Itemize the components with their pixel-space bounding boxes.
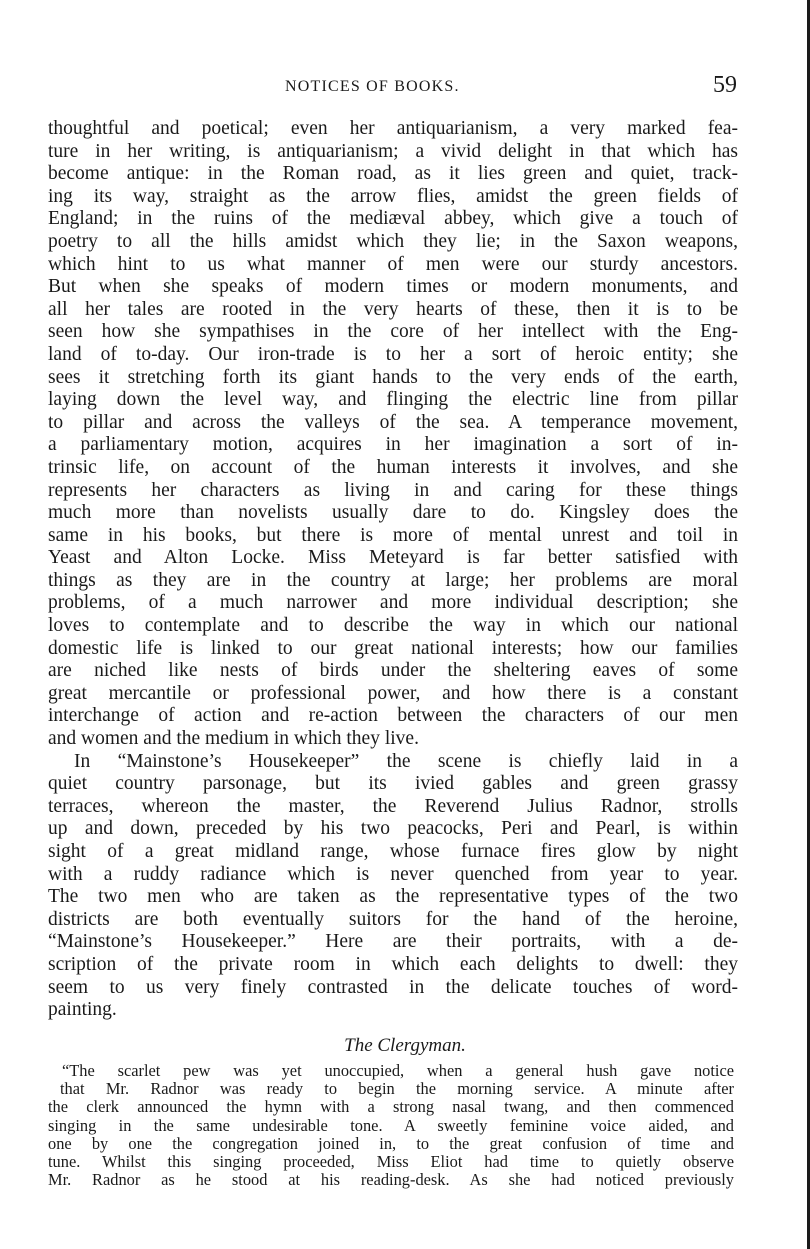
text-line: But when she speaks of modern times or modern monuments, and	[48, 276, 738, 298]
text-line: same in his books, but there is more of mental unrest and toil in	[48, 524, 738, 546]
running-head: NOTICES OF BOOKS.	[285, 78, 460, 95]
text-line: England; in the ruins of the mediæval abbey, which give a touch of	[48, 208, 738, 230]
text-line: seen how she sympathises in the core of her intellect with the Eng-	[48, 321, 738, 343]
text-line: terraces, whereon the master, the Reverend Julius Radnor, strolls	[48, 795, 738, 817]
text-line: scription of the private room in which each delights to dwell: they	[48, 953, 738, 975]
quote-line: singing in the same undesirable tone. A sweetly feminine voice aided, and	[48, 1115, 734, 1135]
body-text	[48, 118, 738, 1022]
text-line: up and down, preceded by his two peacocks, Peri and Pearl, is within	[48, 818, 738, 840]
text-line: loves to contemplate and to describe the way in which our national	[48, 615, 738, 637]
quote-line: “The scarlet pew was yet unoccupied, when a general hush gave notice	[62, 1061, 734, 1080]
text-line: a parliamentary motion, acquires in her imagination a sort of in-	[48, 434, 738, 456]
text-line: land of to-day. Our iron-trade is to her a sort of heroic entity; she	[48, 343, 738, 365]
quote-line: one by one the congregation joined in, to the great confusion of time and	[48, 1133, 734, 1153]
quote-line: tune. Whilst this singing proceeded, Miss Eliot had time to quietly observe	[48, 1151, 734, 1171]
text-line: and women and the medium in which they live.	[48, 728, 419, 750]
text-line: The two men who are taken as the representative types of the two	[48, 886, 738, 908]
section-heading: The Clergyman.	[344, 1035, 466, 1056]
text-line: sight of a great midland range, whose furnace fires glow by night	[48, 841, 738, 862]
text-line: seem to us very finely contrasted in the delicate touches of word-	[48, 976, 738, 998]
text-line: Yeast and Alton Locke. Miss Meteyard is far better satisfied with	[48, 547, 738, 569]
text-line: domestic life is linked to our great national interests; how our families	[48, 637, 738, 659]
text-line: trinsic life, on account of the human interests it involves, and she	[48, 456, 738, 478]
text-line: all her tales are rooted in the very hearts of these, then it is to be	[48, 298, 738, 320]
text-line: problems, of a much narrower and more individual description; she	[48, 592, 738, 614]
quote-line: that Mr. Radnor was ready to begin the morning service. A minute after	[60, 1079, 734, 1099]
text-line: become antique: in the Roman road, as it lies green and quiet, track-	[48, 163, 738, 185]
text-line: sees it stretching forth its giant hands to the very ends of the earth,	[48, 366, 738, 388]
text-line: are niched like nests of birds under the sheltering eaves of some	[48, 660, 738, 682]
text-line: which hint to us what manner of men were our sturdy ancestors.	[48, 253, 738, 275]
text-line: great mercantile or professional power, and how there is a constant	[48, 682, 738, 704]
quote-line: Mr. Radnor as he stood at his reading-desk. As she had noticed previously	[48, 1170, 734, 1190]
text-line: things as they are in the country at large; her problems are moral	[48, 569, 738, 591]
quote-line: the clerk announced the hymn with a strong nasal twang, and then commenced	[48, 1097, 734, 1117]
text-line: much more than novelists usually dare to do. Kingsley does the	[48, 502, 738, 524]
text-line: “Mainstone’s Housekeeper.” Here are their portraits, with a de-	[48, 931, 738, 953]
text-line: districts are both eventually suitors for the hand of the heroine,	[48, 908, 738, 930]
block-quote	[48, 1062, 734, 1189]
text-line: poetry to all the hills amidst which they lie; in the Saxon weapons,	[48, 230, 738, 252]
text-line: laying down the level way, and flinging the electric line from pillar	[48, 389, 738, 411]
page-header	[0, 72, 810, 102]
text-line: In “Mainstone’s Housekeeper” the scene is chiefly laid in a	[74, 750, 738, 772]
text-line: represents her characters as living in and caring for these things	[48, 479, 738, 501]
text-line: thoughtful and poetical; even her antiquarianism, a very marked fea-	[48, 118, 738, 139]
page-number: 59	[713, 72, 737, 98]
text-line: quiet country parsonage, but its ivied gables and green grassy	[48, 773, 738, 795]
text-line: to pillar and across the valleys of the sea. A temperance movement,	[48, 411, 738, 433]
text-line: interchange of action and re-action between the characters of our men	[48, 705, 738, 727]
text-line: with a ruddy radiance which is never quenched from year to year.	[48, 863, 738, 885]
text-line: ture in her writing, is antiquarianism; a vivid delight in that which has	[48, 140, 738, 162]
text-line: ing its way, straight as the arrow flies, amidst the green fields of	[48, 185, 738, 207]
text-line: painting.	[48, 999, 117, 1021]
